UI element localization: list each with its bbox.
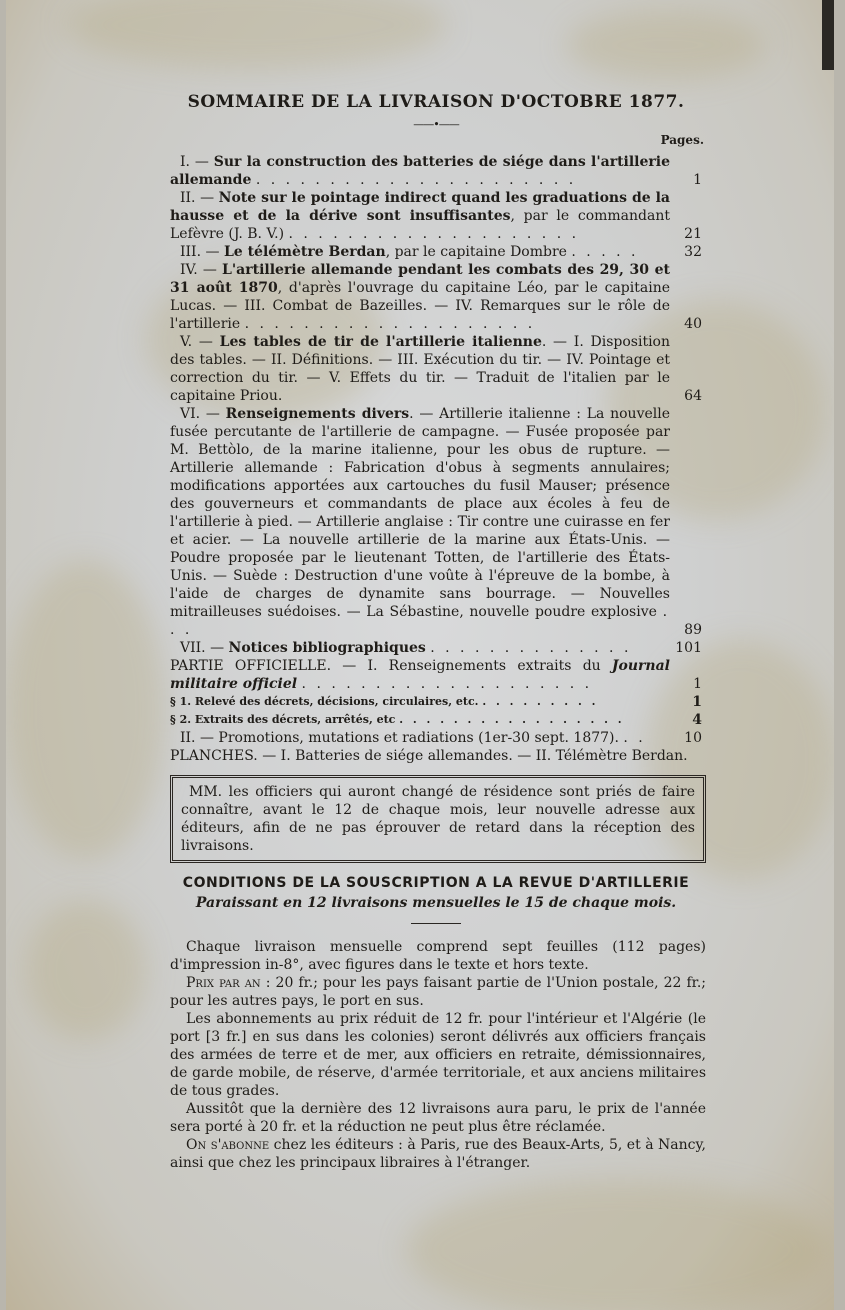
toc-leader: . . . . . . . . . . . . . . . . . . . . [301, 676, 593, 692]
conditions-paragraph-4: Aussitôt que la dernière des 12 livraisons aura paru, le prix de l'année sera porté à 20 fr. et la réduction ne peut plus être réclamée. [170, 1101, 706, 1135]
notice-box: MM. les officiers qui auront changé de résidence sont priés de faire connaître, avant le 12 de chaque mois, leur nouvelle adresse aux éditeurs, afin de ne pas éprouver de retard dans la réception des livraisons. [170, 775, 706, 863]
conditions-paragraph-3: Les abonnements au prix réduit de 12 fr. pour l'intérieur et l'Algérie (le port [3 fr.] en sus dans les colonies) seront délivrés aux officiers français des armées de terre et de mer, aux officiers en retraite, démissionnaires, de garde mobile, de réserve, d'armée territoriale, et aux anciens militaires de tous grades. [170, 1011, 706, 1099]
toc-number: IV. — [180, 262, 217, 278]
toc-entry-7[interactable] [170, 639, 706, 657]
toc-leader: . . . . . [571, 244, 639, 260]
page-edge-shadow [822, 0, 834, 70]
table-of-contents [166, 153, 706, 765]
toc-number: III. — [180, 244, 220, 260]
conditions-paragraph-5 [170, 1136, 706, 1172]
conditions-paragraph-2 [170, 974, 706, 1010]
toc-title: Les tables de tir de l'artillerie italienne [219, 334, 542, 350]
toc-number: V. — [180, 334, 213, 350]
plates-text: PLANCHES. — I. Batteries de siége allemandes. — II. Télémètre Berdan. [170, 748, 688, 764]
price-label: Prix par an [186, 975, 261, 991]
toc-leader: . . [623, 730, 646, 746]
journal-title: Journal militaire officiel [170, 658, 670, 692]
toc-leader: . . . . . . . . . . . . . . . . . . . . [288, 226, 580, 242]
toc-entry-5[interactable] [170, 333, 706, 405]
toc-text: . — Artillerie italienne : La nouvelle fusée percutante de l'artillerie de campagne. — Fusée proposée par M. Bettòlo, de la marine italienne, pour les obus de rupture. — Artillerie allemande : Fabrication d'obus à segments annulaires; modifications apportées aux cartouches du fusil Mauser; présence des gouverneurs et commandants de place aux écoles à feu de l'artillerie à pied. — Artillerie anglaise : Tir contre une cuirasse en fer et acier. — La nouvelle artillerie de la marine aux États-Unis. — Poudre proposée par le lieutenant Totten, de l'artillerie des États-Unis. — Suède : Destruction d'une voûte à l'épreuve de la bombe, à l'aide de charges de dynamite sans bourrage. — Nouvelles mitrailleuses suédoises. — La Sébastine, nouvelle poudre explosive [170, 406, 671, 620]
toc-text: . — I. Disposition des tables. — II. Définitions. — III. Exécution du tir. — IV. Pointage et correction du tir. — V. Effets du tir. — Traduit de l'italien par le capitaine Priou. [170, 334, 670, 404]
paper-stain [26, 900, 146, 1040]
toc-entry-3[interactable] [170, 243, 706, 261]
toc-text: , par le commandant Lefèvre (J. B. V.) [170, 208, 670, 242]
toc-leader: . . . . . . . . . . . . . . . . . . . . . . [255, 172, 577, 188]
toc-text: , par le capitaine Dombre [385, 244, 567, 260]
toc-page-number: 40 [684, 316, 702, 332]
sub-entry-text: § 1. Relevé des décrets, décisions, circulaires, etc. [170, 695, 479, 708]
subscribe-text: chez les éditeurs : à Paris, rue des Beaux-Arts, 5, et à Nancy, ainsi que chez les principaux libraires à l'étranger. [170, 1137, 706, 1171]
toc-title: Renseignements divers [225, 406, 410, 422]
toc-leader: . . . . . . . . . [482, 695, 599, 708]
toc-title: Sur la construction des batteries de siége dans l'artillerie allemande [170, 154, 671, 188]
paper-stain [6, 560, 166, 860]
sub-entry-text: § 2. Extraits des décrets, arrêtés, etc [170, 713, 396, 726]
toc-page-number: 89 [684, 622, 702, 638]
conditions-title: CONDITIONS DE LA SOUSCRIPTION A LA REVUE D'ARTILLERIE [182, 875, 690, 891]
official-sub-entry-1[interactable] [170, 693, 706, 711]
toc-title: L'artillerie allemande pendant les combats des 29, 30 et 31 août 1870 [170, 262, 671, 296]
toc-title: Le télémètre Berdan [223, 244, 386, 260]
toc-page-number: 21 [684, 226, 702, 242]
toc-entry-6[interactable] [170, 405, 706, 639]
conditions-subtitle: Paraissant en 12 livraisons mensuelles le 15 de chaque mois. [195, 895, 677, 911]
official-part-entry[interactable] [170, 657, 706, 693]
toc-leader: . . . . . . . . . . . . . . . . . [399, 713, 625, 726]
toc-number: I. — [180, 154, 209, 170]
promotions-entry[interactable] [170, 729, 706, 747]
toc-leader: . . . . . . . . . . . . . . [430, 640, 632, 656]
pages-column-label: Pages. [660, 133, 704, 147]
toc-title: Note sur le pointage indirect quand les graduations de la hausse et de la dérive sont insuffisantes [170, 190, 671, 224]
toc-page-number: 1 [692, 694, 702, 710]
page-title: SOMMAIRE DE LA LIVRAISON D'OCTOBRE 1877. [187, 92, 685, 112]
toc-number: II. — [180, 190, 215, 206]
paper-stain [66, 0, 446, 70]
conditions-paragraph-1: Chaque livraison mensuelle comprend sept feuilles (112 pages) d'impression in-8°, avec figures dans le texte et hors texte. [170, 939, 706, 973]
official-part-text: PARTIE OFFICIELLE. — I. Renseignements extraits du [170, 658, 601, 674]
toc-number: VII. — [180, 640, 225, 656]
toc-page-number: 1 [693, 676, 702, 692]
toc-entry-2[interactable] [170, 189, 706, 243]
toc-leader: . . . [170, 604, 671, 638]
toc-page-number: 101 [675, 640, 702, 656]
toc-title: Notices bibliographiques [228, 640, 426, 656]
toc-page-number: 10 [684, 730, 702, 746]
title-ornament: ——•—— [413, 118, 459, 131]
subscribe-label: On s'abonne [186, 1137, 270, 1153]
toc-entry-1[interactable] [170, 153, 706, 189]
plates-entry [170, 747, 706, 765]
divider-rule [411, 923, 461, 924]
promotions-text: II. — Promotions, mutations et radiations (1er-30 sept. 1877). [180, 730, 619, 746]
toc-leader: . . . . . . . . . . . . . . . . . . . . [244, 316, 536, 332]
toc-text: , d'après l'ouvrage du capitaine Léo, par le capitaine Lucas. — III. Combat de Bazeilles. — IV. Remarques sur le rôle de l'artillerie [170, 280, 670, 332]
toc-page-number: 1 [693, 172, 702, 188]
toc-page-number: 64 [684, 388, 702, 404]
toc-page-number: 4 [692, 712, 702, 728]
toc-entry-4[interactable] [170, 261, 706, 333]
toc-page-number: 32 [684, 244, 702, 260]
summary-content [166, 92, 706, 1172]
paper-stain [406, 1180, 826, 1310]
toc-number: VI. — [180, 406, 220, 422]
paper-stain [566, 10, 766, 80]
price-text: : 20 fr.; pour les pays faisant partie de l'Union postale, 22 fr.; pour les autres pays, le port en sus. [170, 975, 706, 1009]
document-page [6, 0, 834, 1310]
official-sub-entry-2[interactable] [170, 711, 706, 729]
